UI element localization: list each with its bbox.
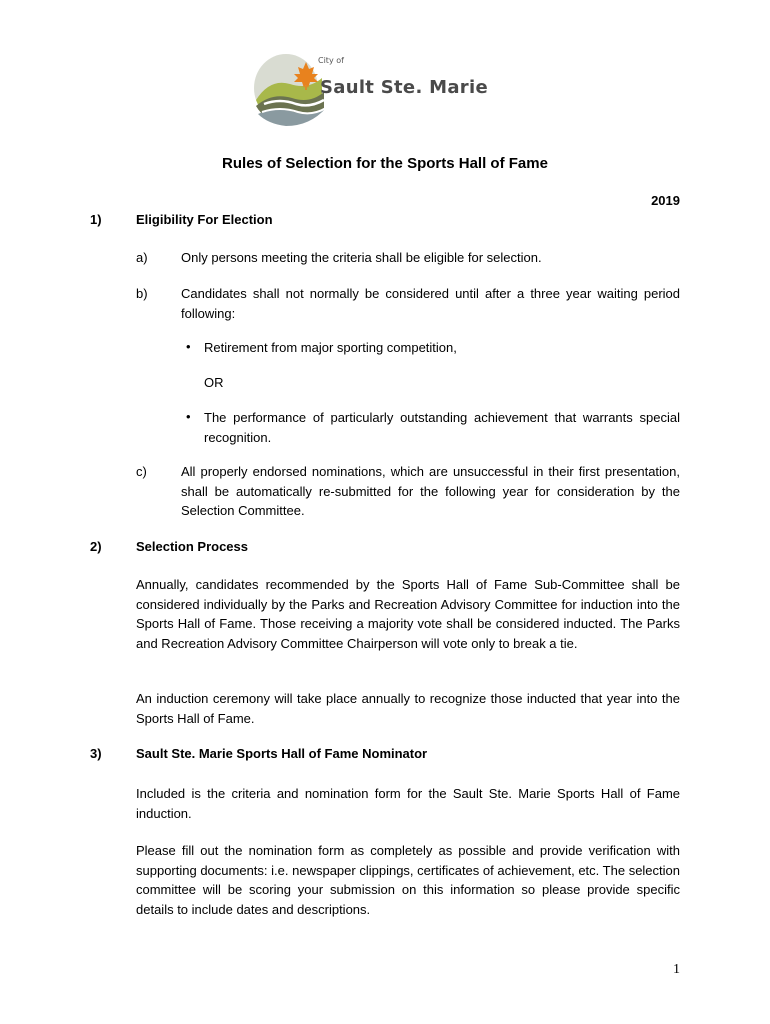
item-c-letter: c) — [136, 464, 147, 479]
item-a-text: Only persons meeting the criteria shall be eligible for selection. — [181, 250, 542, 265]
logo-city-name: Sault Ste. Marie — [320, 77, 488, 98]
section-1-number: 1) — [90, 212, 102, 227]
section-3-number: 3) — [90, 746, 102, 761]
section-2-paragraph-2: An induction ceremony will take place annually to recognize those inducted that year into the Sports Hall of Fame. — [136, 691, 680, 726]
bullet-2-text: The performance of particularly outstanding achievement that warrants special recognition. — [204, 410, 680, 445]
item-b-letter: b) — [136, 286, 148, 301]
section-3-paragraph-2: Please fill out the nomination form as completely as possible and provide verification with supporting documents: i.e. newspaper clippings, certificates of achievement, etc. The selection committee will be scoring your submission on this information so please provide specific details to include dates and descriptions. — [136, 843, 680, 917]
section-2-heading: Selection Process — [136, 539, 248, 554]
item-c-text: All properly endorsed nominations, which are unsuccessful in their first presentation, shall be automatically re-submitted for the following year for consideration by the Selection Committee. — [181, 464, 680, 518]
section-3-paragraph-1: Included is the criteria and nomination form for the Sault Ste. Marie Sports Hall of Fame induction. — [136, 786, 680, 821]
page-title: Rules of Selection for the Sports Hall of Fame — [222, 155, 548, 172]
bullet-1-text: Retirement from major sporting competition, — [204, 340, 457, 355]
logo-city-of: City of — [318, 56, 344, 65]
item-a-letter: a) — [136, 250, 148, 265]
section-3-heading: Sault Ste. Marie Sports Hall of Fame Nominator — [136, 746, 428, 761]
section-1-heading: Eligibility For Election — [136, 212, 273, 227]
city-logo — [250, 48, 510, 128]
page-number: 1 — [673, 962, 680, 977]
section-2-number: 2) — [90, 539, 102, 554]
section-2-paragraph-1: Annually, candidates recommended by the Sports Hall of Fame Sub-Committee shall be considered individually by the Parks and Recreation Advisory Committee for induction into the Sports Hall of Fame. Those receiving a majority vote shall be considered inducted. The Parks and Recreation Advisory Committee Chairperson will vote only to break a tie. — [136, 577, 680, 651]
item-b-text: Candidates shall not normally be considered until after a three year waiting period following: — [181, 286, 680, 321]
bullet-2-icon: • — [186, 409, 191, 424]
document-year: 2019 — [651, 193, 680, 208]
or-text: OR — [204, 375, 224, 390]
bullet-1-icon: • — [186, 339, 191, 354]
